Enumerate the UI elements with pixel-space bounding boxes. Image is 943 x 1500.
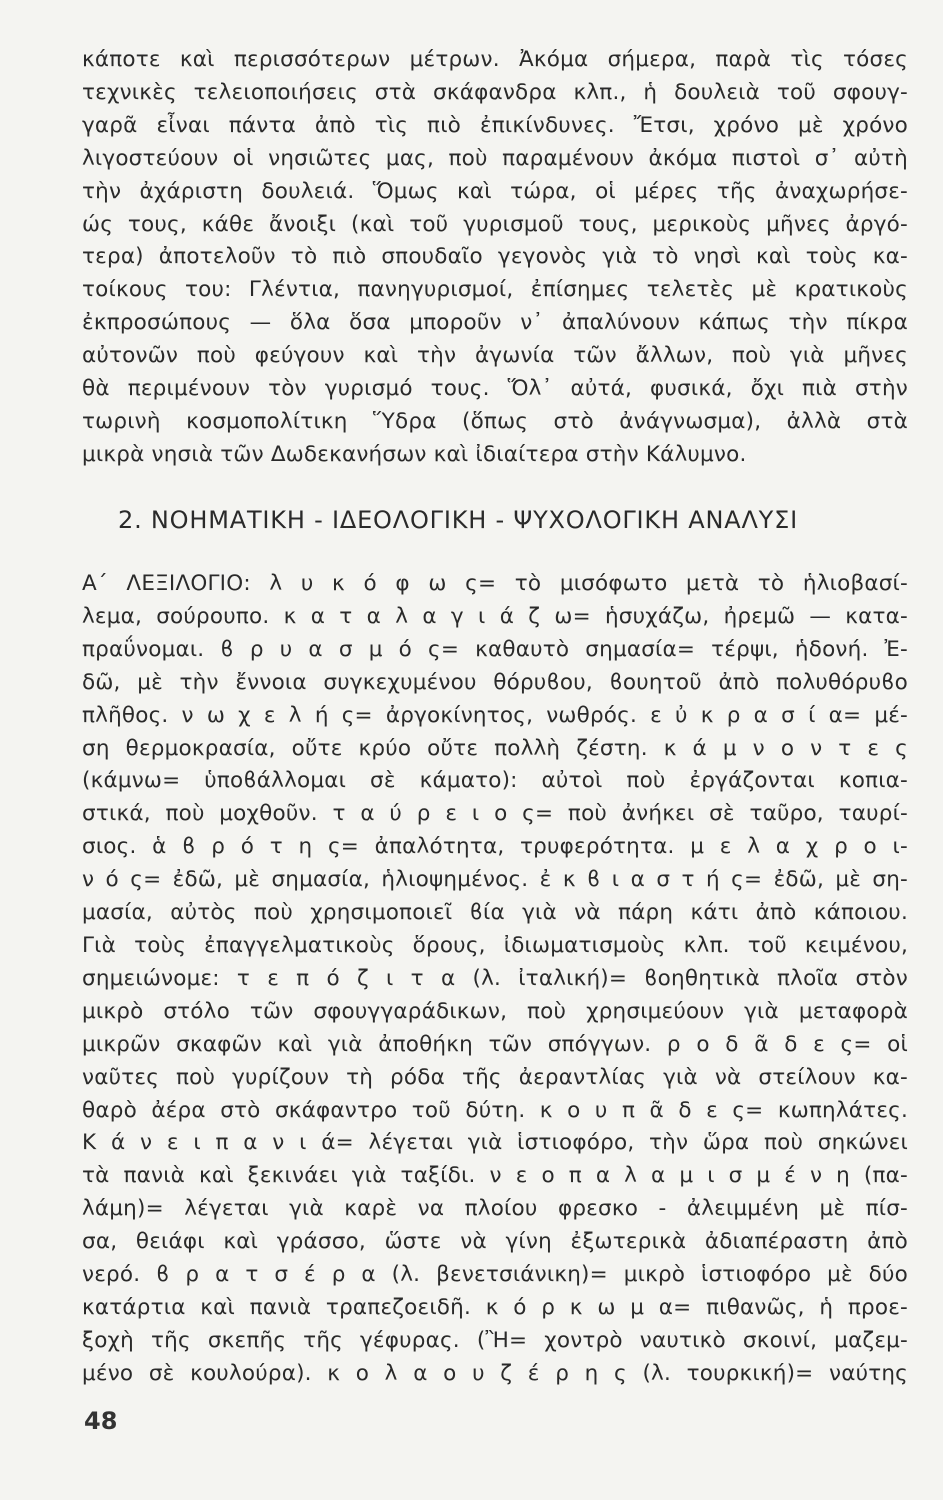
text-line: ση θερμοκρασία, οὔτε κρύο οὔτε πολλὴ ζέστη. κ ά μ ν ο ν τ ε ς bbox=[82, 735, 908, 761]
text-line: ἐκπροσώπους — ὅλα ὅσα μποροῦν ν᾽ ἀπαλύνουν κάπως τὴν πίκρα bbox=[82, 310, 908, 336]
text-line: κάποτε καὶ περισσότερων μέτρων. Ἀκόμα σήμερα, παρὰ τὶς τόσες bbox=[82, 47, 908, 72]
text-line: στικά, ποὺ μοχθοῦν. τ α ύ ρ ε ι ο ς= ποὺ ἀνήκει σὲ ταῦρο, ταυρί- bbox=[82, 801, 908, 827]
text-line: πραΰνομαι. ϐ ρ υ α σ μ ό ς= καθαυτὸ σημασία= τέρψι, ἡδονή. Ἐ- bbox=[82, 636, 908, 662]
text-line: τὰ πανιὰ καὶ ξεκινάει γιὰ ταξίδι. ν ε ο π α λ α μ ι σ μ έ ν η (πα- bbox=[82, 1163, 908, 1189]
text-line: λάμη)= λέγεται γιὰ καρὲ να πλοίου φρεσκο - ἀλειμμένη μὲ πίσ- bbox=[82, 1196, 908, 1222]
paragraph-vocabulary bbox=[82, 568, 908, 1391]
section-heading: 2. ΝΟΗΜΑΤΙΚΗ - ΙΔΕΟΛΟΓΙΚΗ - ΨΥΧΟΛΟΓΙΚΗ ΑΝΑΛΥΣΙ bbox=[118, 506, 798, 534]
text-line: μένο σὲ κουλούρα). κ ο λ α ο υ ζ έ ρ η ς (λ. τουρκική)= ναύτης bbox=[82, 1360, 908, 1386]
text-line: Γιὰ τοὺς ἐπαγγελματικοὺς ὅρους, ἰδιωματισμοὺς κλπ. τοῦ κειμένου, bbox=[82, 932, 908, 958]
text-line: ξοχὴ τῆς σκεπῆς τῆς γέφυρας. (Ἢ= χοντρὸ ναυτικὸ σκοινί, μαζεμ- bbox=[82, 1327, 908, 1353]
text-line: σα, θειάφι καὶ γράσσο, ὥστε νὰ γίνη ἐξωτερικὰ ἀδιαπέραστη ἀπὸ bbox=[82, 1229, 908, 1255]
text-line: λεμα, σούρουπο. κ α τ α λ α γ ι ά ζ ω= ἡσυχάζω, ἠρεμῶ — κατα- bbox=[82, 603, 908, 629]
text-line: δῶ, μὲ τὴν ἔννοια συγκεχυμένου θόρυϐου, ϐουητοῦ ἀπὸ πολυθόρυϐο bbox=[82, 669, 908, 695]
text-line: σημειώνομε: τ ε π ό ζ ι τ α (λ. ἰταλική)= ϐοηθητικὰ πλοῖα στὸν bbox=[82, 965, 908, 991]
text-line: (κάμνω= ὑποϐάλλομαι σὲ κάματο): αὐτοὶ ποὺ ἐργάζονται κοπια- bbox=[82, 768, 908, 794]
text-line: κατάρτια καὶ πανιὰ τραπεζοειδῆ. κ ό ρ κ ω μ α= πιθανῶς, ἡ προε- bbox=[82, 1294, 908, 1320]
paragraph-intro bbox=[82, 44, 908, 472]
text-line: Κ ά ν ε ι π α ν ι ά= λέγεται γιὰ ἱστιοφόρο, τὴν ὥρα ποὺ σηκώνει bbox=[82, 1130, 908, 1156]
text-line: τωρινὴ κοσμοπολίτικη Ὕδρα (ὅπως στὸ ἀνάγνωσμα), ἀλλὰ στὰ bbox=[82, 408, 908, 434]
text-line: μικρὰ νησιὰ τῶν Δωδεκανήσων καὶ ἰδιαίτερα στὴν Κάλυμνο. bbox=[82, 441, 747, 467]
text-line: τὴν ἀχάριστη δουλειά. Ὅμως καὶ τώρα, οἱ μέρες τῆς ἀναχωρήσε- bbox=[82, 178, 908, 204]
text-line: γαρᾶ εἶναι πάντα ἀπὸ τὶς πιὸ ἐπικίνδυνες. Ἔτσι, χρόνο μὲ χρόνο bbox=[82, 112, 908, 138]
text-line: νερό. ϐ ρ α τ σ έ ρ α (λ. βενετσιάνικη)= μικρὸ ἱστιοφόρο μὲ δύο bbox=[82, 1262, 908, 1288]
text-line: πλῆθος. ν ω χ ε λ ή ς= ἀργοκίνητος, νωθρός. ε ὐ κ ρ α σ ί α= μέ- bbox=[82, 702, 908, 728]
text-line: μασία, αὐτὸς ποὺ χρησιμοποιεῖ ϐία γιὰ νὰ πάρη κάτι ἀπὸ κάποιου. bbox=[82, 900, 908, 926]
text-line: ώς τους, κάθε ἄνοιξι (καὶ τοῦ γυρισμοῦ τους, μερικοὺς μῆνες ἀργό- bbox=[82, 211, 908, 237]
text-line: τοίκους του: Γλέντια, πανηγυρισμοί, ἐπίσημες τελετὲς μὲ κρατικοὺς bbox=[82, 277, 908, 303]
text-line: θὰ περιμένουν τὸν γυρισμό τους. Ὅλ᾽ αὐτά, φυσικά, ὄχι πιὰ στὴν bbox=[82, 376, 908, 402]
text-line: Α΄ ΛΕΞΙΛΟΓΙΟ: λ υ κ ό φ ω ς= τὸ μισόφωτο μετὰ τὸ ἡλιοβασί- bbox=[82, 571, 908, 596]
text-line: σιος. ἁ ϐ ρ ό τ η ς= ἀπαλότητα, τρυφερότητα. μ ε λ α χ ρ ο ι- bbox=[82, 834, 908, 860]
text-line: ναῦτες ποὺ γυρίζουν τὴ ρόδα τῆς ἀεραντλίας γιὰ νὰ στείλουν κα- bbox=[82, 1064, 908, 1090]
page-number: 48 bbox=[84, 1407, 118, 1435]
text-line: ν ό ς= ἐδῶ, μὲ σημασία, ἡλιοψημένος. ἐ κ ϐ ι α σ τ ή ς= ἐδῶ, μὲ ση- bbox=[82, 867, 908, 893]
text-line: θαρὸ ἀέρα στὸ σκάφαντρο τοῦ δύτη. κ ο υ π ᾶ δ ε ς= κωπηλάτες. bbox=[82, 1097, 908, 1123]
text-line: μικρὸ στόλο τῶν σφουγγαράδικων, ποὺ χρησιμεύουν γιὰ μεταφορὰ bbox=[82, 998, 908, 1024]
text-line: μικρῶν σκαφῶν καὶ γιὰ ἀποθήκη τῶν σπόγγων. ρ ο δ ᾶ δ ε ς= οἱ bbox=[82, 1031, 908, 1057]
text-line: λιγοστεύουν οἱ νησιῶτες μας, ποὺ παραμένουν ἀκόμα πιστοὶ σ᾽ αὐτὴ bbox=[82, 145, 908, 171]
text-line: τερα) ἀποτελοῦν τὸ πιὸ σπουδαῖο γεγονὸς γιὰ τὸ νησὶ καὶ τοὺς κα- bbox=[82, 244, 908, 270]
text-line: τεχνικὲς τελειοποιήσεις στὰ σκάφανδρα κλπ., ἡ δουλειὰ τοῦ σφουγ- bbox=[82, 79, 908, 105]
text-line: αὐτονῶν ποὺ φεύγουν καὶ τὴν ἀγωνία τῶν ἄλλων, ποὺ γιὰ μῆνες bbox=[82, 343, 908, 369]
